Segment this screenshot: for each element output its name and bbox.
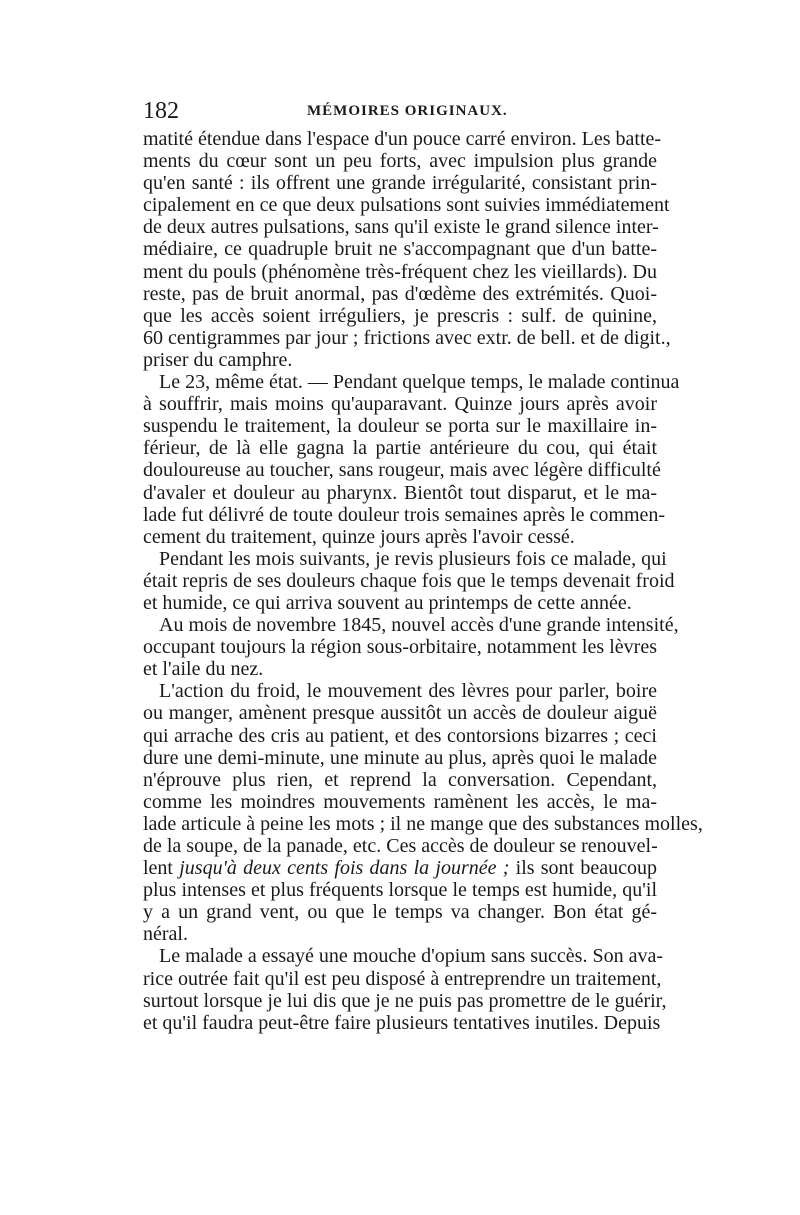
text-line: que les accès soient irréguliers, je prescris : sulf. de quinine,: [143, 304, 657, 327]
text-span: ils sont beaucoup: [509, 857, 657, 880]
text-line: ou manger, amènent presque aussitôt un accès de douleur aiguë: [143, 702, 657, 725]
text-line: était repris de ses douleurs chaque fois que le temps devenait froid: [143, 569, 675, 592]
text-line: lade articule à peine les mots ; il ne mange que des substances molles,: [143, 812, 703, 835]
text-line: ment du pouls (phénomène très-fréquent chez les vieillards). Du: [143, 260, 657, 283]
paragraph: [143, 945, 667, 1034]
text-line: plus intenses et plus fréquents lorsque le temps est humide, qu'il: [143, 879, 657, 902]
text-line: médiaire, ce quadruple bruit ne s'accompagnant que d'un batte-: [143, 238, 657, 261]
text-line: suspendu le traitement, la douleur se porta sur le maxillaire in-: [143, 415, 657, 438]
text-line: Le 23, même état. — Pendant quelque temps, le malade continua: [159, 371, 680, 394]
text-line: surtout lorsque je lui dis que je ne puis pas promettre de le guérir,: [143, 989, 667, 1012]
page-number: 182: [143, 98, 179, 124]
text-line: Au mois de novembre 1845, nouvel accès d'une grande intensité,: [159, 614, 679, 637]
text-line: douloureuse au toucher, sans rougeur, mais avec légère difficulté: [143, 459, 661, 482]
text-line: y a un grand vent, ou que le temps va changer. Bon état gé-: [143, 901, 657, 924]
italic-text: jusqu'à deux cents fois dans la journée ;: [179, 857, 510, 880]
text-line: et l'aile du nez.: [143, 658, 264, 681]
text-line: 60 centigrammes par jour ; frictions avec extr. de bell. et de digit.,: [143, 326, 671, 349]
text-line: L'action du froid, le mouvement des lèvres pour parler, boire: [159, 680, 657, 703]
text-line: matité étendue dans l'espace d'un pouce carré environ. Les batte-: [143, 128, 662, 150]
body-text: [143, 128, 703, 1034]
text-line: comme les moindres mouvements ramènent les accès, le ma-: [143, 790, 657, 813]
text-line: à souffrir, mais moins qu'auparavant. Quinze jours après avoir: [143, 393, 657, 416]
text-line-with-italic: [143, 857, 657, 879]
paragraph: [143, 371, 680, 548]
text-line: cipalement en ce que deux pulsations sont suivies immédiatement: [143, 194, 670, 217]
text-line: et humide, ce qui arriva souvent au printemps de cette année.: [143, 591, 632, 614]
text-line: occupant toujours la région sous-orbitaire, notamment les lèvres: [143, 636, 657, 659]
text-line: qu'en santé : ils offrent une grande irrégularité, consistant prin-: [143, 172, 657, 195]
text-line: férieur, de là elle gagna la partie antérieure du cou, qui était: [143, 437, 657, 460]
page-header: [143, 96, 655, 126]
paragraph: [143, 128, 671, 371]
text-line: Pendant les mois suivants, je revis plusieurs fois ce malade, qui: [159, 547, 667, 570]
text-line: reste, pas de bruit anormal, pas d'œdème des extrémités. Quoi-: [143, 282, 657, 305]
text-line: de la soupe, de la panade, etc. Ces accès de douleur se renouvel-: [143, 835, 658, 857]
text-line: qui arrache des cris au patient, et des contorsions bizarres ; ceci: [143, 724, 657, 747]
text-line: de deux autres pulsations, sans qu'il existe le grand silence inter-: [143, 216, 659, 239]
text-line: et qu'il faudra peut-être faire plusieurs tentatives inutiles. Depuis: [143, 1011, 661, 1034]
text-span: lent: [143, 857, 180, 880]
running-head: MÉMOIRES ORIGINAUX.: [307, 103, 508, 119]
text-line: lade fut délivré de toute douleur trois semaines après le commen-: [143, 503, 666, 526]
text-line: Le malade a essayé une mouche d'opium sans succès. Son ava-: [159, 945, 663, 968]
text-line: néral.: [143, 923, 188, 946]
text-line: ments du cœur sont un peu forts, avec impulsion plus grande: [143, 150, 657, 173]
text-line: rice outrée fait qu'il est peu disposé à entreprendre un traitement,: [143, 967, 662, 990]
paragraph: [143, 614, 679, 681]
paragraph: [143, 680, 703, 946]
text-line: cement du traitement, quinze jours après l'avoir cessé.: [143, 525, 575, 548]
text-line: dure une demi-minute, une minute au plus, après quoi le malade: [143, 746, 657, 769]
text-line: n'éprouve plus rien, et reprend la conversation. Cependant,: [143, 768, 657, 791]
text-line: priser du camphre.: [143, 348, 293, 371]
paragraph: [143, 547, 675, 614]
text-line: d'avaler et douleur au pharynx. Bientôt tout disparut, et le ma-: [143, 481, 657, 504]
